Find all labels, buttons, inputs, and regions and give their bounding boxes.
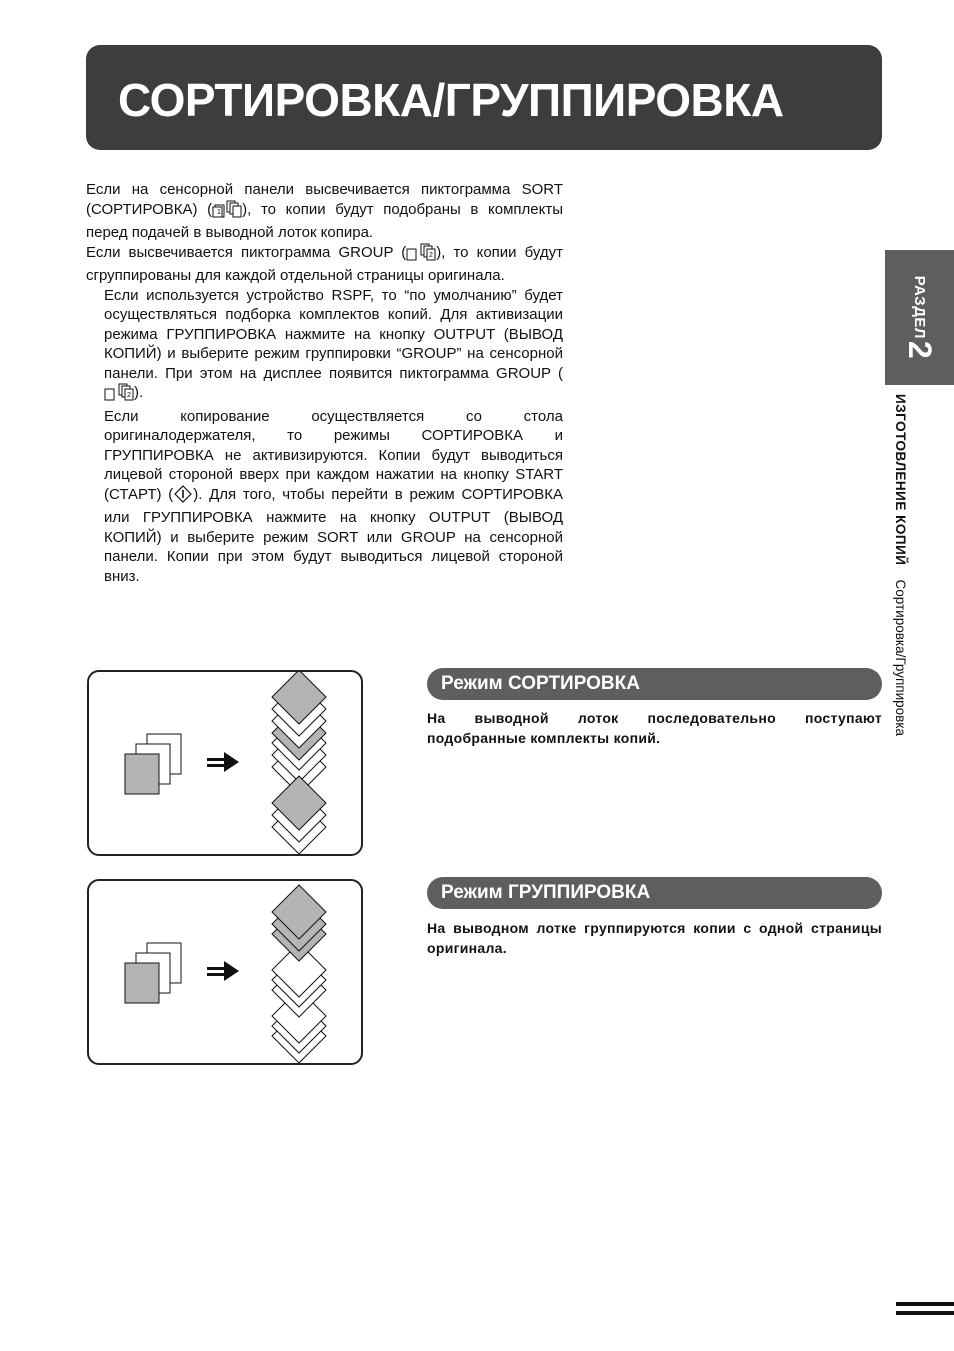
section-number: 2 <box>902 340 938 360</box>
title-bar <box>86 45 882 150</box>
chapter-title: ИЗГОТОВЛЕНИЕ КОПИЙ <box>893 394 908 566</box>
sort-mode-header <box>427 668 882 700</box>
group-mode-title: Режим ГРУППИРОВКА <box>441 882 651 903</box>
intro-paragraph-table: Если копирование осуществляется со стола оригиналодержателя, то режимы СОРТИРОВКА и ГРУППИРОВКА не активизируются. Копии будут выводиться лицевой стороной вверх при каждом нажатии на кнопку START (СТАРТ) ( ). Для того, чтобы перейти в режим СОРТИРОВКА или ГРУППИРОВКА нажмите на кнопку OUTPUT (ВЫВОД КОПИЙ) и выберите режим SORT или GROUP на сенсорной панели. Копии при этом будут выводиться лицевой стороной вниз. <box>104 407 563 585</box>
svg-text:2: 2 <box>429 251 434 259</box>
original-stack <box>125 734 181 794</box>
page-edge-line <box>896 1302 954 1306</box>
arrow-right-icon <box>207 752 239 772</box>
section-tab <box>885 250 954 385</box>
group-icon <box>406 243 436 267</box>
arrow-right-icon <box>207 961 239 981</box>
sort-icon <box>212 200 242 224</box>
group-diagram <box>87 879 363 1065</box>
section-label: РАЗДЕЛ <box>911 275 928 339</box>
sort-mode-description: На выводной лоток последовательно поступают подобранные комплекты копий. <box>427 710 882 746</box>
sort-diagram <box>87 670 363 856</box>
grouped-output-stack <box>272 885 326 1063</box>
sort-mode-title: Режим СОРТИРОВКА <box>441 673 640 694</box>
group-illustration <box>89 881 361 1063</box>
page-title: СОРТИРОВКА/ГРУППИРОВКА <box>118 74 784 126</box>
svg-text:1: 1 <box>217 208 222 216</box>
intro-paragraph-group: Если высвечивается пиктограмма GROUP ( 2 ), то копии будут сгруппированы для каждой отдельной страницы оригинала. <box>86 243 563 284</box>
group-mode-description: На выводном лотке группируются копии с одной страницы оригинала. <box>427 920 882 956</box>
svg-text:2: 2 <box>127 392 131 399</box>
intro-paragraph-sort: Если на сенсорной панели высвечивается пиктограмма SORT (СОРТИРОВКА) ( 1 ), то копии будут подобраны в комплекты перед подачей в выводной лоток копира. <box>86 181 563 241</box>
group-icon <box>104 383 134 407</box>
sorted-output-stack <box>272 672 326 854</box>
section-title: Сортировка/Группировка <box>893 579 908 737</box>
side-caption <box>888 394 912 774</box>
start-icon <box>173 485 193 509</box>
page-edge-line <box>896 1311 954 1315</box>
intro-text <box>86 180 563 586</box>
group-mode-header <box>427 877 882 909</box>
original-stack <box>125 943 181 1003</box>
sort-illustration <box>89 672 361 854</box>
intro-paragraph-rspf: Если используется устройство RSPF, то “по умолчанию” будет осуществляться подборка комплектов копий. Для активизации режима ГРУППИРОВКА нажмите на кнопку OUTPUT (ВЫВОД КОПИЙ) и выберите режим группировки “GROUP” на сенсорной панели. При этом на дисплее появится пиктограмма GROUP ( 2 ). <box>86 286 563 407</box>
